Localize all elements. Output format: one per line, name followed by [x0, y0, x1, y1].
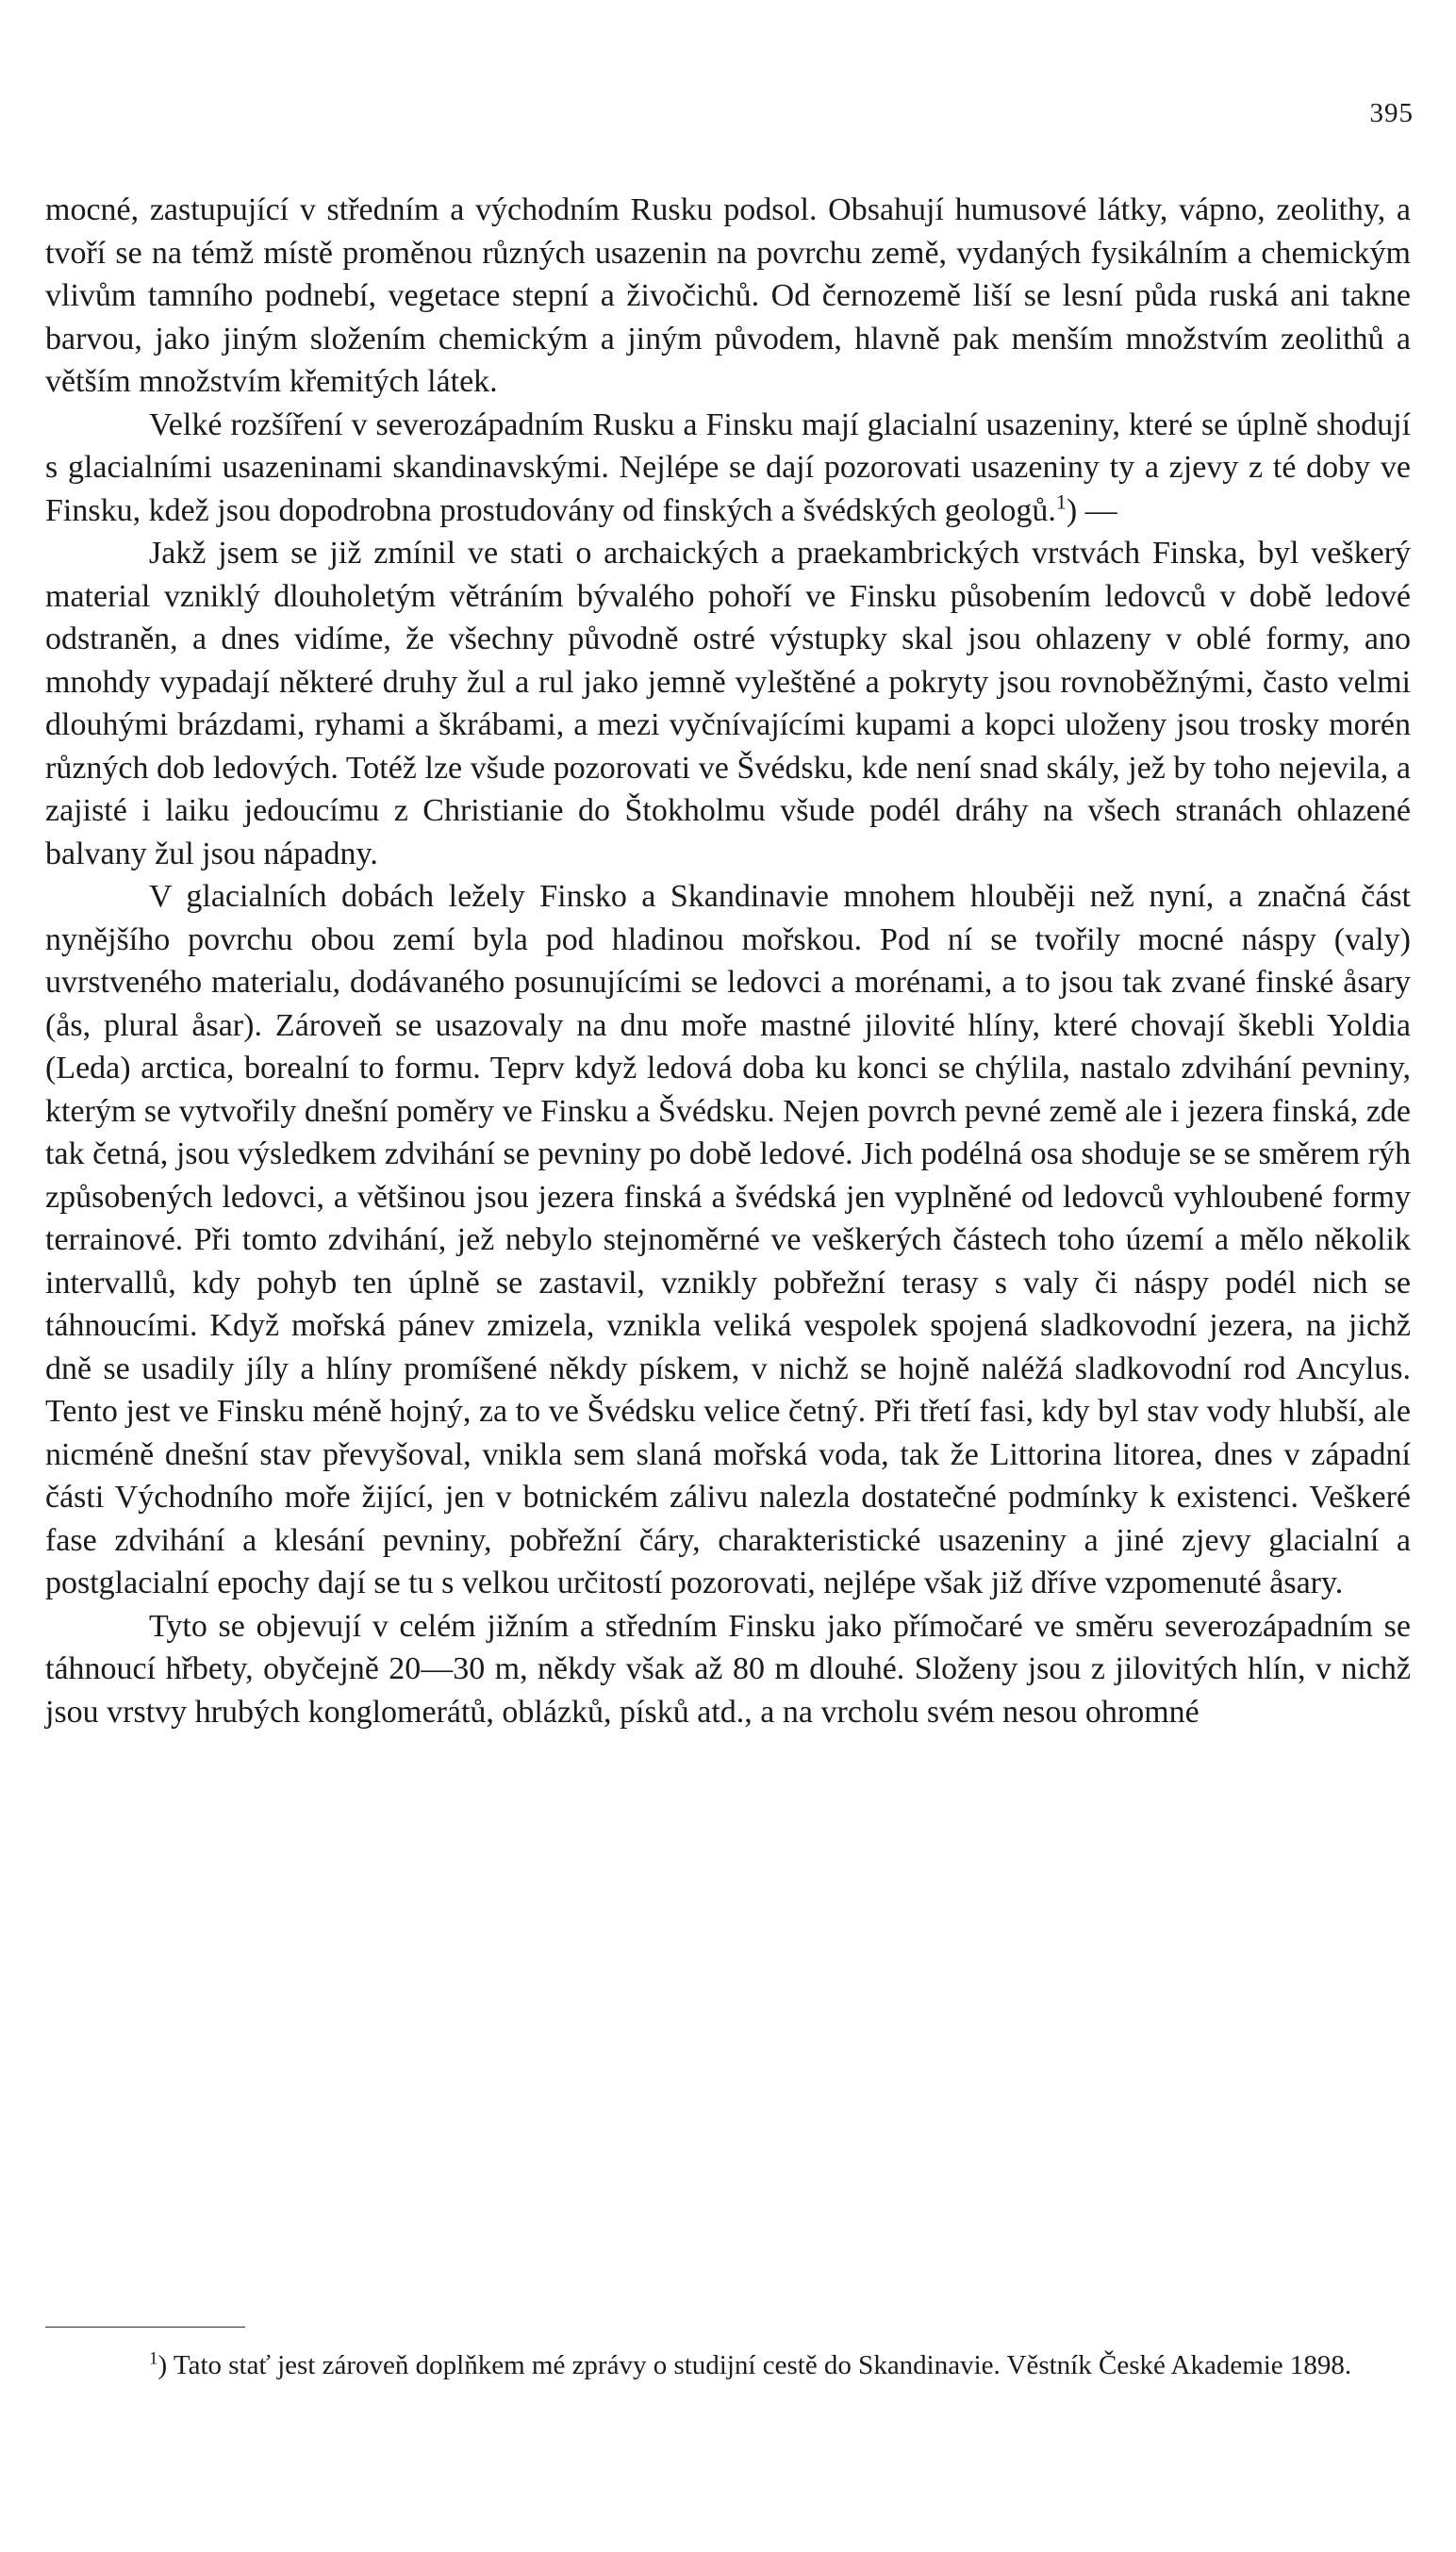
footnote-reference[interactable]: 1 [1055, 489, 1067, 514]
paragraph-5 [45, 1605, 1411, 1734]
paragraph-5-text: Tyto se objevují v celém jižním a středním Finsku jako přímočaré ve směru severozápadním se táhnoucí hřbety, obyčejně 20—30 m, někdy však až 80 m dlouhé. Složeny jsou z jilovitých hlín, v nichž jsou vrstvy hrubých konglomerátů, oblázků, písků atd., a na vrcholu svém nesou ohromné [45, 1608, 1411, 1730]
paragraph-2 [45, 404, 1411, 533]
footnote-marker: 1 [149, 2348, 158, 2369]
paragraph-1 [45, 189, 1411, 404]
paragraph-3 [45, 532, 1411, 875]
paragraph-4 [45, 875, 1411, 1605]
footnote [45, 2348, 1411, 2383]
paragraph-3-text: Jakž jsem se již zmínil ve stati o archaických a praekambrických vrstvách Finska, byl veškerý material vzniklý dlouholetým větráním bývalého pohoří ve Finsku působením ledovců v době ledové odstraněn, a dnes vidíme, že všechny původně ostré výstupky skal jsou ohlazeny v oblé formy, ano mnohdy vypadají některé druhy žul a rul jako jemně vyleštěné a pokryty jsou rovnoběžnými, často velmi dlouhými brázdami, ryhami a škrábami, a mezi vyčnívajícími kupami a kopci uloženy jsou trosky morén různých dob ledových. Totéž lze všude pozorovati ve Švédsku, kde není snad skály, jež by toho nejevila, a zajisté i laiku jedoucímu z Christianie do Štokholmu všude podél dráhy na všech stranách ohlazené balvany žul jsou nápadny. [45, 536, 1411, 871]
page-number: 395 [1369, 98, 1414, 128]
paragraph-4-text: V glacialních dobách ležely Finsko a Skandinavie mnohem hlouběji než nyní, a značná část nynějšího povrchu obou zemí byla pod hladinou mořskou. Pod ní se tvořily mocné náspy (valy) uvrstveného materialu, dodávaného posunujícími se ledovci a morénami, a to jsou tak zvané finské åsary (ås, plural åsar). Zároveň se usazovaly na dnu moře mastné jilovité hlíny, které chovají škebli Yoldia (Leda) arctica, borealní to formu. Teprv když ledová doba ku konci se chýlila, nastalo zdvihání pevniny, kterým se vytvořily dnešní poměry ve Finsku a Švédsku. Nejen povrch pevné země ale i jezera finská, zde tak četná, jsou výsledkem zdvihání se pevniny po době ledové. Jich podélná osa shoduje se se směrem rýh způsobených ledovci, a většinou jsou jezera finská a švédská jen vyplněné od ledovců vyhloubené formy terrainové. Při tomto zdvihání, jež nebylo stejnoměrné ve veškerých částech toho území a mělo několik intervallů, kdy pohyb ten úplně se zastavil, vznikly pobřežní terasy s valy či náspy podél nich se táhnoucími. Když mořská pánev zmizela, vznikla veliká vespolek spojená sladkovodní jezera, na jichž dně se usadily jíly a hlíny promíšené někdy pískem, v nichž se hojně naléžá sladkovodní rod Ancylus. Tento jest ve Finsku méně hojný, za to ve Švédsku velice četný. Při třetí fasi, kdy byl stav vody hlubší, ale nicméně dnešní stav převyšoval, vnikla sem slaná mořská voda, tak že Littorina litorea, dnes v západní části Východního moře žijící, jen v botnickém zálivu nalezla dostatečné podmínky k existenci. Veškeré fase zdvihání a klesání pevniny, pobřežní čáry, charakteristické usazeniny a jiné zjevy glacialní a postglacialní epochy dají se tu s velkou určitostí pozorovati, nejlépe však již dříve vzpomenuté åsary. [45, 879, 1411, 1600]
paragraph-1-text: mocné, zastupující v středním a východním Rusku podsol. Obsahují humusové látky, vápno, zeolithy, a tvoří se na témž místě proměnou různých usazenin na povrchu země, vydaných fysikálním a chemickým vlivům tamního podnebí, vegetace stepní a živočichů. Od černozemě liší se lesní půda ruská ani takne barvou, jako jiným složením chemickým a jiným původem, hlavně pak menším množstvím zeolithů a větším množstvím křemitých látek. [45, 192, 1411, 399]
footnote-divider [45, 2327, 245, 2328]
paragraph-2-tail: ) — [1066, 492, 1117, 528]
footnote-text: ) Tato stať jest zároveň doplňkem mé zprávy o studijní cestě do Skandinavie. Věstník České Akademie 1898. [157, 2350, 1352, 2380]
paragraph-2-text: Velké rozšíření v severozápadním Rusku a Finsku mají glacialní usazeniny, které se úplně shodují s glacialními usazeninami skandinavskými. Nejlépe se dají pozorovati usazeniny ty a zjevy z té doby ve Finsku, kdež jsou dopodrobna prostudovány od finských a švédských geologů. [45, 406, 1411, 528]
body-text [45, 189, 1411, 1733]
